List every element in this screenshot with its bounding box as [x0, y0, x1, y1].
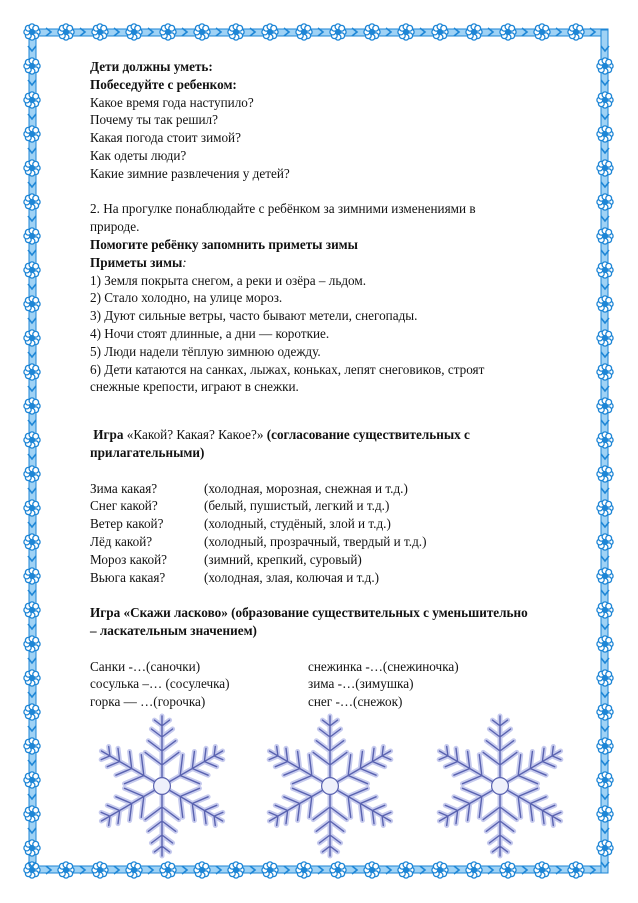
border-flower-icon [92, 862, 108, 878]
signs-colon: : [182, 254, 187, 270]
sign-item: 1) Земля покрыта снегом, а реки и озёра – льдом. [90, 272, 367, 288]
border-flower-icon [597, 806, 613, 822]
border-flower-icon [597, 228, 613, 244]
game1-word: Зима какая? [90, 480, 158, 496]
border-flower-icon [24, 92, 40, 108]
talk-title: Побеседуйте с ребенком: [90, 76, 237, 92]
game2-left: Санки -…(саночки) [90, 658, 201, 674]
border-flower-icon [597, 330, 613, 346]
border-flower-icon [24, 862, 40, 878]
intro-heading: Дети должны уметь: [90, 59, 213, 74]
border-flower-icon [194, 862, 210, 878]
walk-line: 2. На прогулке понаблюдайте с ребёнком за зимними изменениями в [90, 201, 476, 217]
border-flower-icon [597, 262, 613, 278]
border-flower-icon [330, 24, 346, 40]
border-flower-icon [597, 58, 613, 74]
border-flower-icon [24, 670, 40, 686]
game1-row [90, 497, 595, 515]
border-flower-icon [597, 772, 613, 788]
signs-title: Приметы зимы [90, 254, 183, 270]
border-flower-icon [24, 500, 40, 516]
border-flower-icon [24, 160, 40, 176]
border-flower-icon [262, 24, 278, 40]
border-flower-icon [24, 636, 40, 652]
sign-item: 6) Дети катаются на санках, лыжах, коньках, лепят снеговиков, строят [90, 361, 485, 377]
border-flower-icon [597, 568, 613, 584]
game2-left: сосулька –… (сосулечка) [90, 676, 230, 692]
border-flower-icon [534, 24, 550, 40]
game1-word: Ветер какой? [90, 516, 164, 532]
game2-row [90, 675, 595, 693]
sign-item: 4) Ночи стоят длинные, а дни — короткие. [90, 325, 330, 341]
game1-title [90, 426, 595, 444]
border-flower-icon [597, 840, 613, 856]
border-flower-icon [24, 840, 40, 856]
border-flower-icon [24, 704, 40, 720]
border-flower-icon [24, 330, 40, 346]
border-flower-icon [24, 58, 40, 74]
game1-row [90, 480, 595, 498]
border-flower-icon [296, 24, 312, 40]
border-flower-icon [24, 296, 40, 312]
border-flower-icon [597, 534, 613, 550]
snowflake-icon [439, 716, 561, 856]
border-flower-icon [24, 534, 40, 550]
border-flower-icon [534, 862, 550, 878]
border-flower-icon [194, 24, 210, 40]
border-flower-icon [500, 24, 516, 40]
question-item: Какое время года наступило? [90, 94, 254, 110]
question-item: Какая погода стоит зимой? [90, 130, 241, 146]
border-flower-icon [398, 24, 414, 40]
walk-line: природе. [90, 219, 140, 235]
border-flower-icon [296, 862, 312, 878]
border-flower-icon [568, 24, 584, 40]
border-flower-icon [126, 24, 142, 40]
game1-row [90, 569, 595, 587]
game1-answer: (холодный, прозрачный, твердый и т.д.) [204, 533, 427, 549]
border-flower-icon [597, 126, 613, 142]
border-flower-icon [597, 636, 613, 652]
border-flower-icon [597, 364, 613, 380]
border-flower-icon [24, 24, 40, 40]
game1-desc-cont: прилагательными) [90, 444, 205, 460]
snowflake-icon [101, 716, 223, 856]
border-flower-icon [58, 24, 74, 40]
border-flower-icon [228, 24, 244, 40]
border-flower-icon [24, 126, 40, 142]
border-flower-icon [597, 738, 613, 754]
border-flower-icon [597, 500, 613, 516]
border-flower-icon [24, 466, 40, 482]
border-flower-icon [398, 862, 414, 878]
border-flower-icon [432, 862, 448, 878]
border-flower-icon [330, 862, 346, 878]
game1-desc: (согласование существительных с [266, 427, 470, 443]
border-flower-icon [597, 432, 613, 448]
border-flower-icon [597, 92, 613, 108]
border-flower-icon [597, 296, 613, 312]
border-flower-icon [228, 862, 244, 878]
snowflake-icon [269, 716, 391, 856]
game1-answer: (холодная, морозная, снежная и т.д.) [204, 480, 408, 496]
border-flower-icon [24, 806, 40, 822]
game2-right: зима -…(зимушка) [308, 676, 414, 692]
sign-item: 5) Люди надели тёплую зимнюю одежду. [90, 343, 321, 359]
game1-name: «Какой? Какая? Какое?» [126, 427, 264, 443]
border-flower-icon [24, 228, 40, 244]
sign-item: 3) Дуют сильные ветры, часто бывают метели, снегопады. [90, 308, 418, 324]
snowflakes-illustration [80, 712, 580, 862]
game2-title-cont: – ласкательным значением) [90, 622, 257, 638]
question-item: Как одеты люди? [90, 147, 187, 163]
game1-word: Снег какой? [90, 498, 158, 514]
border-flower-icon [597, 670, 613, 686]
border-flower-icon [597, 398, 613, 414]
game1-answer: (белый, пушистый, легкий и т.д.) [204, 498, 390, 514]
game1-row [90, 533, 595, 551]
game2-row [90, 658, 595, 676]
game1-row [90, 515, 595, 533]
game2-row [90, 693, 595, 711]
signs-heading [90, 254, 595, 272]
border-flower-icon [24, 602, 40, 618]
border-flower-icon [597, 194, 613, 210]
game1-word: Лёд какой? [90, 533, 153, 549]
sign-item: снежные крепости, играют в снежки. [90, 379, 299, 395]
border-flower-icon [597, 160, 613, 176]
game1-answer: (зимний, крепкий, суровый) [204, 551, 362, 567]
border-flower-icon [597, 704, 613, 720]
border-flower-icon [24, 432, 40, 448]
border-flower-icon [126, 862, 142, 878]
question-item: Какие зимние развлечения у детей? [90, 165, 290, 181]
border-flower-icon [364, 862, 380, 878]
game2-left: горка — …(горочка) [90, 694, 206, 710]
border-flower-icon [597, 602, 613, 618]
border-flower-icon [24, 398, 40, 414]
border-flower-icon [92, 24, 108, 40]
game1-word: Вьюга какая? [90, 569, 166, 585]
border-flower-icon [466, 862, 482, 878]
border-flower-icon [568, 862, 584, 878]
border-flower-icon [24, 262, 40, 278]
remember-title: Помогите ребёнку запомнить приметы зимы [90, 236, 358, 252]
game1-word: Мороз какой? [90, 551, 167, 567]
border-flower-icon [466, 24, 482, 40]
content-area [90, 58, 595, 711]
border-flower-icon [262, 862, 278, 878]
border-flower-icon [58, 862, 74, 878]
game1-row [90, 551, 595, 569]
border-flower-icon [24, 364, 40, 380]
border-flower-icon [500, 862, 516, 878]
game1-prefix: Игра [93, 427, 124, 443]
border-flower-icon [24, 772, 40, 788]
border-flower-icon [597, 466, 613, 482]
border-flower-icon [24, 568, 40, 584]
game1-answer: (холодная, злая, колючая и т.д.) [204, 569, 380, 585]
border-flower-icon [24, 738, 40, 754]
game2-right: снег -…(снежок) [308, 694, 403, 710]
question-item: Почему ты так решил? [90, 112, 218, 128]
border-flower-icon [432, 24, 448, 40]
border-flower-icon [364, 24, 380, 40]
game1-answer: (холодный, студёный, злой и т.д.) [204, 516, 391, 532]
border-flower-icon [160, 862, 176, 878]
border-flower-icon [24, 194, 40, 210]
border-flower-icon [160, 24, 176, 40]
sign-item: 2) Стало холодно, на улице мороз. [90, 290, 283, 306]
game2-right: снежинка -…(снежиночка) [308, 658, 459, 674]
game2-title: Игра «Скажи ласково» (образование существительных с уменьшительно [90, 605, 528, 621]
